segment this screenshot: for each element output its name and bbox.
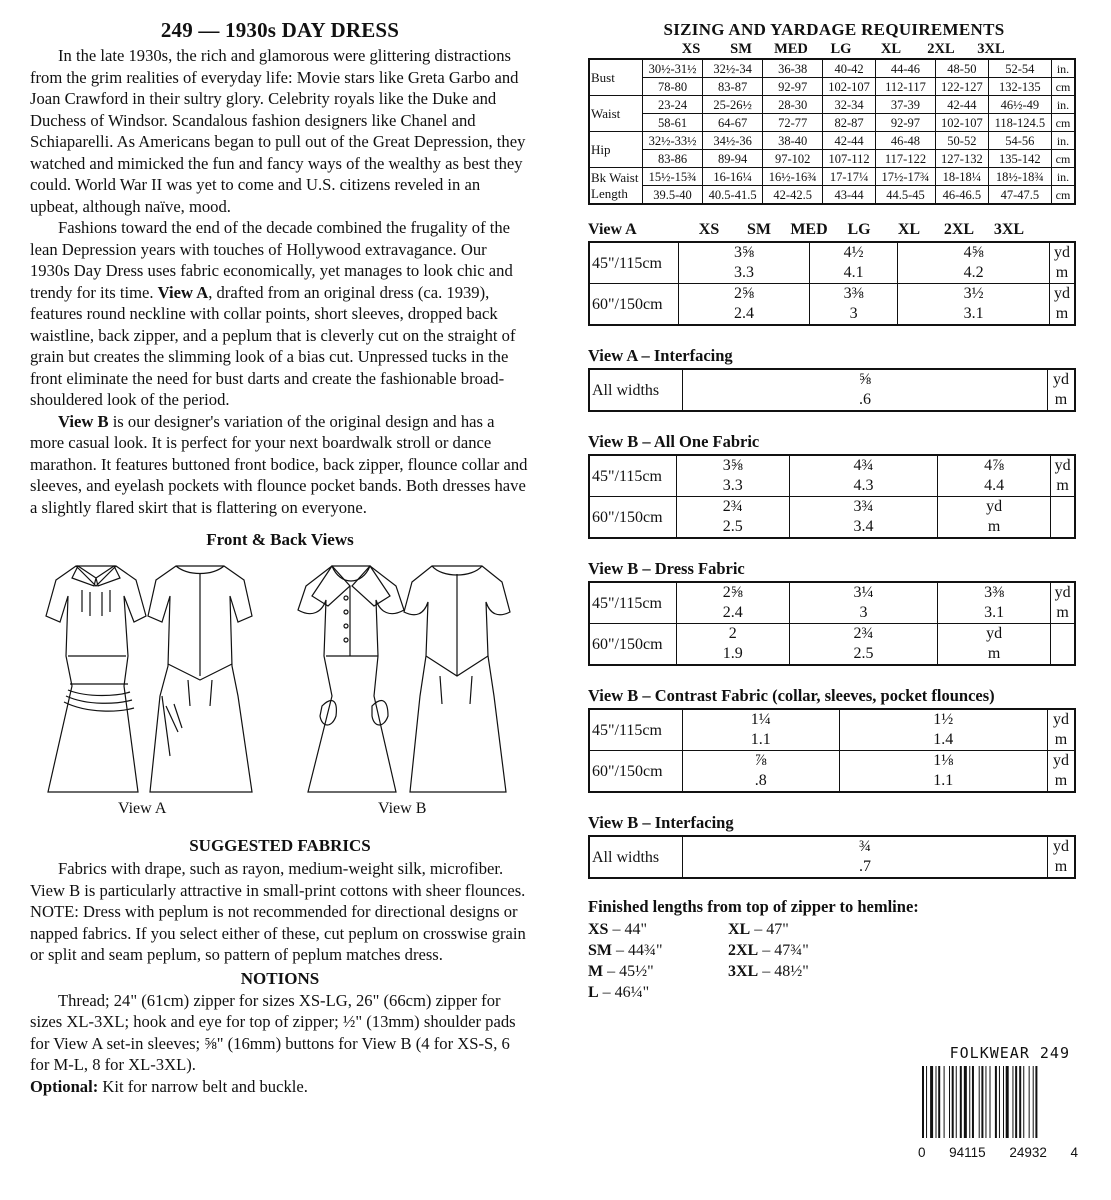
intro-paragraph-3: View B is our designer's variation of the original design and has a more casual look. It is perfect for your next boardwalk stroll or dance marathon. It features buttoned front bodice, back zipper, flounce collar and sleeves, and eyelash pockets with flounce pocket bands. Both dresses have a slightly flared skirt that is flattering on everyone.	[30, 411, 528, 517]
table-row	[589, 59, 1075, 78]
size-header-1: SM	[730, 41, 752, 57]
table-row	[589, 836, 1075, 878]
fabric-width-label: 45"/115cm	[589, 242, 679, 284]
unit-cell: yd m	[938, 624, 1051, 666]
size-cm-cell: 102-107	[936, 114, 989, 132]
yardage-cell: 4¾ 4.3	[789, 455, 937, 497]
size-header-2: MED	[774, 41, 808, 57]
pattern-title: 249 — 1930s DAY DRESS	[160, 18, 400, 42]
unit-cell: yd m	[1049, 284, 1075, 326]
unit-cell: yd m	[1048, 709, 1076, 751]
table-row	[589, 132, 1075, 150]
right-column	[588, 20, 1080, 1003]
size-cm-cell: 83-87	[703, 78, 763, 96]
finished-length-item: L – 46¼"	[588, 984, 650, 1001]
size-cm-cell: 40.5-41.5	[703, 186, 763, 205]
table-row	[589, 150, 1075, 168]
size-header-2: MED	[790, 221, 828, 238]
size-cm-cell: 47-47.5	[988, 186, 1051, 205]
views-heading: Front & Back Views	[206, 530, 354, 549]
size-inches-cell: 32½-34	[703, 59, 763, 78]
size-cm-cell: 127-132	[936, 150, 989, 168]
size-header-5: 2XL	[943, 221, 975, 238]
size-cm-cell: 82-87	[823, 114, 876, 132]
table-row	[589, 709, 1075, 751]
size-cm-cell: 132-135	[988, 78, 1051, 96]
size-inches-cell: 54-56	[988, 132, 1051, 150]
fabric-width-label: All widths	[589, 369, 683, 411]
yardage-cell: 4⅝ 4.2	[898, 242, 1050, 284]
size-cm-cell: 118-124.5	[988, 114, 1051, 132]
size-inches-cell: 34½-36	[703, 132, 763, 150]
yardage-cell: 3⅜ 3.1	[938, 582, 1051, 624]
yardage-cell: 2⅝ 2.4	[679, 284, 810, 326]
size-cm-cell: 43-44	[823, 186, 876, 205]
yardage-cell: 1⅛ 1.1	[839, 751, 1047, 793]
unit-inches: in.	[1052, 96, 1076, 114]
size-inches-cell: 36-38	[763, 59, 823, 78]
size-inches-cell: 42-44	[936, 96, 989, 114]
size-header-3: LG	[830, 41, 852, 57]
finished-length-item: XS – 44"	[588, 921, 647, 938]
intro-paragraph-1: In the late 1930s, the rich and glamorous were glittering distractions from the grim realities of everyday life: Movie stars like Greta Garbo and Joan Crawford in their sultry glory. Celebrity royals like the Duke and Duchess of Windsor. Scandalous fashion designers like Chanel and Schiaparelli. As Americans began to pull out of the Great Depression, they watched and mimicked the fun and fancy ways of the wealthy as best they could. World War II was yet to come and U.S. citizens reveled in an upbeat, although naïve, mood.	[30, 46, 526, 216]
size-cm-cell: 92-97	[875, 114, 935, 132]
size-inches-cell: 30½-31½	[643, 59, 703, 78]
unit-cell: yd m	[1049, 242, 1075, 284]
view-b-caption: View B	[378, 800, 427, 817]
fabrics-text: Fabrics with drape, such as rayon, medium-weight silk, microfiber. View B is particularly attractive in small-print cottons with sheer flounces. NOTE: Dress with peplum is not recommended for directional designs or napped fabrics. If you select either of these, cut peplum on crosswise grain or split and seam peplum, so pattern of peplum matches dress.	[30, 859, 526, 964]
yardage-cell: 4⅞ 4.4	[938, 455, 1051, 497]
fabric-width-label: 45"/115cm	[589, 709, 682, 751]
notions-heading: NOTIONS	[240, 968, 320, 988]
size-inches-cell: 44-46	[875, 59, 935, 78]
intro-paragraph-2: Fashions toward the end of the decade combined the frugality of the lean Depression years with touches of Hollywood extravagance. Our 1930s Day Dress uses fabric economically, yet manages to look chic and trendy for its time. View A, drafted from an original dress (ca. 1939), features round neckline with collar points, short sleeves, dropped back waistline, back zipper, and a peplum that is cleverly cut on the straight of grain but creates the slimming look of a bias cut. Unpressed tucks in the front eliminate the need for bust darts and create the fashionable broad-shouldered look of the period.	[30, 218, 516, 409]
size-header-row	[666, 41, 1080, 58]
yardage-cell: 4½ 4.1	[809, 242, 898, 284]
table-row	[589, 242, 1075, 284]
size-header-5: 2XL	[927, 41, 955, 57]
table-row	[589, 284, 1075, 326]
size-header-4: XL	[897, 221, 921, 238]
size-inches-cell: 37-39	[875, 96, 935, 114]
size-inches-cell: 17½-17¾	[875, 168, 935, 186]
size-inches-cell: 16-16¼	[703, 168, 763, 186]
table-row	[589, 455, 1075, 497]
unit-cell: yd m	[1048, 751, 1076, 793]
unit-cell: yd m	[938, 497, 1051, 539]
section-label: View A	[588, 221, 637, 238]
size-inches-cell: 40-42	[823, 59, 876, 78]
size-cm-cell: 107-112	[823, 150, 876, 168]
yardage-cell: 3¼ 3	[789, 582, 937, 624]
size-inches-cell: 42-44	[823, 132, 876, 150]
size-inches-cell: 32½-33½	[643, 132, 703, 150]
size-inches-cell: 48-50	[936, 59, 989, 78]
size-cm-cell: 135-142	[988, 150, 1051, 168]
fabric-width-label: 60"/150cm	[589, 624, 676, 666]
size-inches-cell: 32-34	[823, 96, 876, 114]
yardage-cell: 2¾ 2.5	[676, 497, 789, 539]
size-cm-cell: 58-61	[643, 114, 703, 132]
unit-cm: cm	[1052, 150, 1076, 168]
view-b-illustration	[292, 556, 522, 796]
size-cm-cell: 83-86	[643, 150, 703, 168]
size-inches-cell: 52-54	[988, 59, 1051, 78]
unit-cell: yd m	[1051, 582, 1075, 624]
size-cm-cell: 44.5-45	[875, 186, 935, 205]
view-a-illustration	[38, 556, 268, 796]
size-inches-cell: 38-40	[763, 132, 823, 150]
size-header-6: 3XL	[977, 41, 1005, 57]
size-inches-cell: 50-52	[936, 132, 989, 150]
table-row	[589, 751, 1075, 793]
unit-cell: yd m	[1051, 455, 1075, 497]
measurement-label: Hip	[589, 132, 643, 168]
view-a-int-table	[588, 368, 1076, 412]
size-inches-cell: 18½-18¾	[988, 168, 1051, 186]
view-b-contrast-heading: View B – Contrast Fabric (collar, sleeves, pocket flounces)	[588, 686, 995, 705]
unit-cm: cm	[1052, 114, 1076, 132]
size-inches-cell: 17-17¼	[823, 168, 876, 186]
barcode-digits: 0 94115 24932 4	[918, 1145, 1078, 1160]
fabric-width-label: 60"/150cm	[589, 284, 679, 326]
view-a-table	[588, 241, 1076, 326]
unit-cell: yd m	[1048, 369, 1076, 411]
table-row	[589, 624, 1075, 666]
yardage-cell: 2⅝ 2.4	[676, 582, 789, 624]
table-row	[589, 78, 1075, 96]
sizing-heading: SIZING AND YARDAGE REQUIREMENTS	[663, 20, 1005, 39]
yardage-cell: ⅝ .6	[683, 369, 1048, 411]
size-inches-cell: 25-26½	[703, 96, 763, 114]
size-cm-cell: 92-97	[763, 78, 823, 96]
finished-lengths-heading: Finished lengths from top of zipper to hemline:	[588, 897, 919, 916]
barcode-label: FOLKWEAR 249	[949, 1044, 1070, 1062]
left-column	[30, 18, 530, 1097]
finished-length-item: XL – 47"	[728, 921, 789, 938]
size-inches-cell: 18-18¼	[936, 168, 989, 186]
barcode-area	[918, 1044, 1078, 1160]
size-cm-cell: 117-122	[875, 150, 935, 168]
view-b-all-heading: View B – All One Fabric	[588, 432, 760, 451]
size-cm-cell: 42-42.5	[763, 186, 823, 205]
yardage-cell: 1½ 1.4	[839, 709, 1047, 751]
finished-length-item: 2XL – 47¾"	[728, 942, 809, 959]
measurement-label: Bk Waist Length	[589, 168, 643, 205]
barcode-icon	[918, 1062, 1078, 1142]
fabric-width-label: 45"/115cm	[589, 582, 676, 624]
yardage-cell: 2 1.9	[676, 624, 789, 666]
yardage-cell: ⅞ .8	[682, 751, 839, 793]
view-b-dress-table	[588, 581, 1076, 666]
size-header-4: XL	[880, 41, 902, 57]
size-inches-cell: 46-48	[875, 132, 935, 150]
table-row	[589, 114, 1075, 132]
yardage-cell: 3⅝ 3.3	[676, 455, 789, 497]
unit-inches: in.	[1052, 132, 1076, 150]
yardage-cell: 3⅜ 3	[809, 284, 898, 326]
size-inches-cell: 23-24	[643, 96, 703, 114]
view-b-contrast-table	[588, 708, 1076, 793]
yardage-sections	[588, 221, 1080, 879]
table-row	[589, 186, 1075, 205]
table-row	[589, 582, 1075, 624]
yardage-cell: 1¼ 1.1	[682, 709, 839, 751]
finished-length-item: 3XL – 48½"	[728, 963, 809, 980]
size-header-1: SM	[747, 221, 771, 238]
size-cm-cell: 122-127	[936, 78, 989, 96]
finished-length-item: SM – 44¾"	[588, 942, 663, 959]
size-inches-cell: 28-30	[763, 96, 823, 114]
yardage-cell: 3¾ 3.4	[789, 497, 937, 539]
unit-cm: cm	[1052, 186, 1076, 205]
unit-inches: in.	[1052, 168, 1076, 186]
fabric-width-label: 60"/150cm	[589, 497, 676, 539]
table-row	[589, 497, 1075, 539]
size-inches-cell: 46½-49	[988, 96, 1051, 114]
unit-cm: cm	[1052, 78, 1076, 96]
view-a-int-heading: View A – Interfacing	[588, 346, 733, 365]
view-a-heading	[588, 221, 1080, 239]
size-header-0: XS	[681, 41, 701, 57]
view-b-int-heading: View B – Interfacing	[588, 813, 734, 832]
size-header-3: LG	[847, 221, 871, 238]
front-back-views	[30, 556, 530, 818]
size-cm-cell: 64-67	[703, 114, 763, 132]
size-cm-cell: 39.5-40	[643, 186, 703, 205]
fabric-width-label: 45"/115cm	[589, 455, 676, 497]
size-cm-cell: 112-117	[875, 78, 935, 96]
body-measurements-table	[588, 58, 1076, 205]
size-cm-cell: 89-94	[703, 150, 763, 168]
yardage-cell: ¾ .7	[683, 836, 1048, 878]
table-row	[589, 96, 1075, 114]
unit-inches: in.	[1052, 59, 1076, 78]
size-cm-cell: 72-77	[763, 114, 823, 132]
finished-lengths-list	[588, 919, 1080, 1003]
finished-length-item: M – 45½"	[588, 963, 654, 980]
optional-line: Optional: Kit for narrow belt and buckle.	[30, 1076, 308, 1096]
view-b-all-table	[588, 454, 1076, 539]
size-inches-cell: 16½-16¾	[763, 168, 823, 186]
size-cm-cell: 46-46.5	[936, 186, 989, 205]
fabrics-heading: SUGGESTED FABRICS	[189, 836, 371, 855]
view-b-dress-heading: View B – Dress Fabric	[588, 559, 745, 578]
measurement-label: Waist	[589, 96, 643, 132]
measurement-label: Bust	[589, 59, 643, 96]
size-inches-cell: 15½-15¾	[643, 168, 703, 186]
fabric-width-label: 60"/150cm	[589, 751, 682, 793]
size-cm-cell: 97-102	[763, 150, 823, 168]
size-cm-cell: 102-107	[823, 78, 876, 96]
yardage-cell: 3⅝ 3.3	[679, 242, 810, 284]
yardage-cell: 2¾ 2.5	[789, 624, 937, 666]
size-cm-cell: 78-80	[643, 78, 703, 96]
size-header-0: XS	[698, 221, 720, 238]
finished-length-item	[728, 982, 868, 1003]
view-b-int-table	[588, 835, 1076, 879]
fabric-width-label: All widths	[589, 836, 683, 878]
notions-text: Thread; 24" (61cm) zipper for sizes XS-LG, 26" (66cm) zipper for sizes XL-3XL; hook and eye for top of zipper; ½" (13mm) shoulder pads for View A set-in sleeves; ⅝" (16mm) buttons for View B (4 for XS-S, 6 for M-L, 8 for XL-3XL).	[30, 990, 516, 1074]
table-row	[589, 168, 1075, 186]
size-header-6: 3XL	[993, 221, 1025, 238]
table-row	[589, 369, 1075, 411]
view-a-caption: View A	[118, 800, 167, 817]
unit-cell: yd m	[1048, 836, 1076, 878]
yardage-cell: 3½ 3.1	[898, 284, 1050, 326]
